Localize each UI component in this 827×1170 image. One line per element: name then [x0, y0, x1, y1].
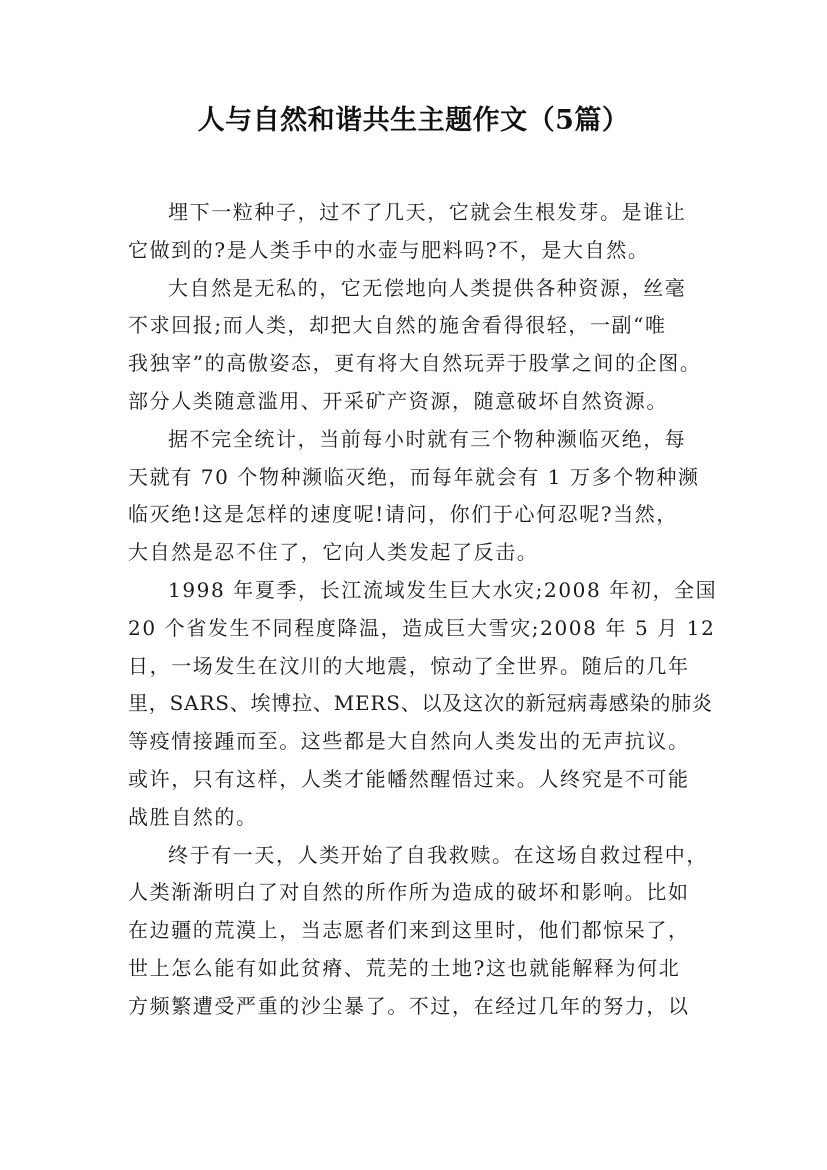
text-line: 临灭绝!这是怎样的速度呢!请问，你们于心何忍呢?当然， [128, 502, 678, 527]
text-line: 大自然是无私的，它无偿地向人类提供各种资源，丝毫 [168, 275, 687, 300]
text-line: 方频繁遭受严重的沙尘暴了。不过，在经过几年的努力，以 [128, 993, 690, 1018]
text-line: 在边疆的荒漠上，当志愿者们来到这里时，他们都惊呆了， [128, 918, 690, 943]
text-line: 20 个省发生不同程度降温，造成巨大雪灾;2008 年 5 月 12 [128, 615, 716, 640]
text-line: 大自然是忍不住了，它向人类发起了反击。 [128, 540, 539, 565]
text-line: 等疫情接踵而至。这些都是大自然向人类发出的无声抗议。 [128, 729, 690, 754]
text-line: 1998 年夏季，长江流域发生巨大水灾;2008 年初，全国 [168, 577, 718, 602]
text-line: 世上怎么能有如此贫瘠、荒芜的土地?这也就能解释为何北 [128, 955, 681, 980]
text-line: 人类渐渐明白了对自然的所作所为造成的破坏和影响。比如 [128, 880, 690, 905]
text-line: 据不完全统计，当前每小时就有三个物种濒临灭绝，每 [168, 426, 687, 451]
text-line: 日，一场发生在汶川的大地震，惊动了全世界。随后的几年 [128, 653, 690, 678]
text-line: 它做到的?是人类手中的水壶与肥料吗?不，是大自然。 [128, 237, 650, 262]
text-line: 里，SARS、埃博拉、MERS、以及这次的新冠病毒感染的肺炎 [128, 691, 713, 716]
text-line: 我独宰”的高傲姿态，更有将大自然玩弄于股掌之间的企图。 [128, 351, 702, 376]
document-body [128, 194, 718, 1026]
text-line: 或许，只有这样，人类才能幡然醒悟过来。人终究是不可能 [128, 766, 690, 791]
text-line: 终于有一天，人类开始了自我救赎。在这场自救过程中， [168, 842, 708, 867]
text-line: 天就有 70 个物种濒临灭绝，而每年就会有 1 万多个物种濒 [128, 464, 700, 489]
text-line: 部分人类随意滥用、开采矿产资源，随意破坏自然资源。 [128, 388, 668, 413]
text-line: 埋下一粒种子，过不了几天，它就会生根发芽。是谁让 [168, 200, 687, 224]
text-line: 不求回报;而人类，却把大自然的施舍看得很轻，一副“唯 [128, 313, 667, 338]
text-line: 战胜自然的。 [128, 804, 258, 829]
document-title: 人与自然和谐共生主题作文（5篇） [197, 105, 630, 136]
